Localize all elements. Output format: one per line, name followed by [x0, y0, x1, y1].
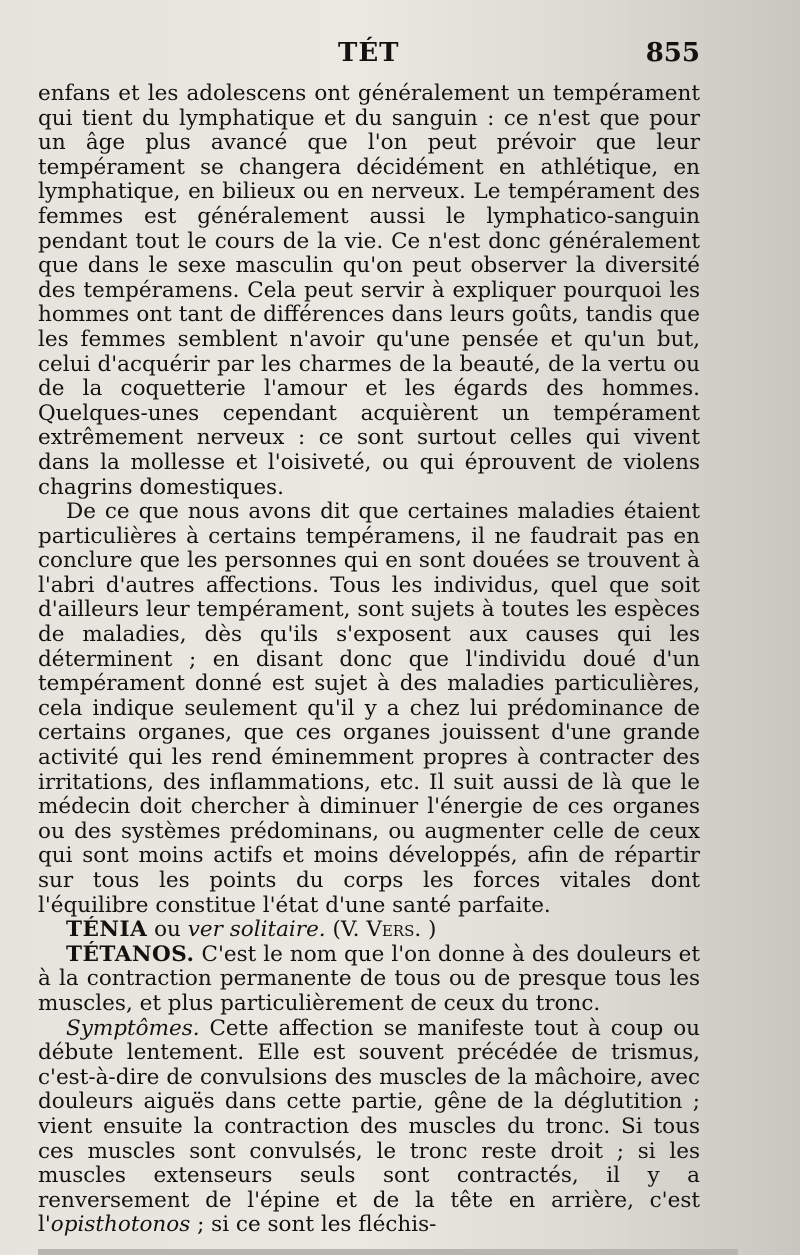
- entry-tenia: [38, 918, 700, 943]
- entry-tenia-ref-open: (V.: [325, 917, 367, 943]
- symptomes-text-before: Cette affection se manifeste tout à coup ou débute lentement. Elle est souvent précédée de trismus, c'est-à-dire de convulsions des muscles de la mâchoire, avec douleurs aiguës dans cette partie, gêne de la déglutition ; vient ensuite la contraction des muscles du tronc. Si tous ces muscles sont convulsés, le tronc reste droit ; si les muscles extenseurs seuls sont contractés, il y a renversement de l'épine et de la tête en arrière, c'est l': [38, 1015, 700, 1238]
- entry-tetanos-head: TÉTANOS.: [66, 941, 195, 967]
- entry-tenia-alt: ver solitaire.: [187, 917, 326, 943]
- symptomes-term: opisthotonos: [50, 1212, 191, 1238]
- paragraph-symptomes: [38, 1017, 700, 1238]
- page-header: [38, 38, 700, 82]
- page-number: 855: [645, 38, 700, 68]
- entry-tenia-head: TÉNIA: [66, 917, 148, 943]
- paragraph-maladies: De ce que nous avons dit que certaines maladies étaient particulières à certains tempéramens, il ne faudrait pas en conclure que les personnes qui en sont douées se trouvent à l'abri d'autres affections. Tous les individus, quel que soit d'ailleurs leur tempérament, sont sujets à toutes les espèces de maladies, dès qu'ils s'exposent aux causes qui les déterminent ; en disant donc que l'individu doué d'un tempérament donné est sujet à des maladies particulières, cela indique seulement qu'il y a chez lui prédominance de certains organes, que ces organes jouissent d'une grande activité qui les rend éminemment propres à contracter des irritations, des inflammations, etc. Il suit aussi de là que le médecin doit chercher à diminuer l'énergie de ces organes ou des systèmes prédominans, ou augmenter celle de ceux qui sont moins actifs et moins développés, afin de répartir sur tous les points du corps les forces vitales dont l'équilibre constitue l'état d'une santé parfaite.: [38, 499, 700, 918]
- entry-tetanos-text: C'est le nom que l'on donne à des douleurs et à la contraction permanente de tous ou de presque tous les muscles, et plus particulièrement de ceux du tronc.: [38, 941, 700, 1016]
- paragraph-temperament-continuation: enfans et les adolescens ont généralement un tempérament qui tient du lymphatique et du sanguin : ce n'est que pour un âge plus avancé que l'on peut prévoir que leur tempérament se changera décidément en athlétique, en lymphatique, en bilieux ou en nerveux. Le tempérament des femmes est généralement aussi le lymphatico-sanguin pendant tout le cours de la vie. Ce n'est donc généralement que dans le sexe masculin qu'on peut observer la diversité des tempéramens. Cela peut servir à expliquer pourquoi les hommes ont tant de différences dans leurs goûts, tandis que les femmes semblent n'avoir qu'une pensée et qu'un but, celui d'acquérir par les charmes de la beauté, de la vertu ou de la coquetterie l'amour et les égards des hommes. Quelques-unes cependant acquièrent un tempérament extrêmement nerveux : ce sont surtout celles qui vivent dans la mollesse et l'oisiveté, ou qui éprouvent de violens chagrins domestiques.: [38, 81, 700, 500]
- page-bottom-edge: [38, 1249, 738, 1255]
- entry-tenia-ref: Vers: [366, 917, 415, 943]
- entry-tenia-ref-close: . ): [414, 917, 437, 943]
- running-head: TÉT: [338, 38, 400, 68]
- symptomes-label: Symptômes.: [66, 1015, 200, 1041]
- body-text: [38, 82, 700, 1238]
- entry-tenia-ou: ou: [147, 917, 188, 943]
- entry-tetanos: [38, 943, 700, 1017]
- symptomes-text-after: ; si ce sont les fléchis-: [190, 1212, 437, 1238]
